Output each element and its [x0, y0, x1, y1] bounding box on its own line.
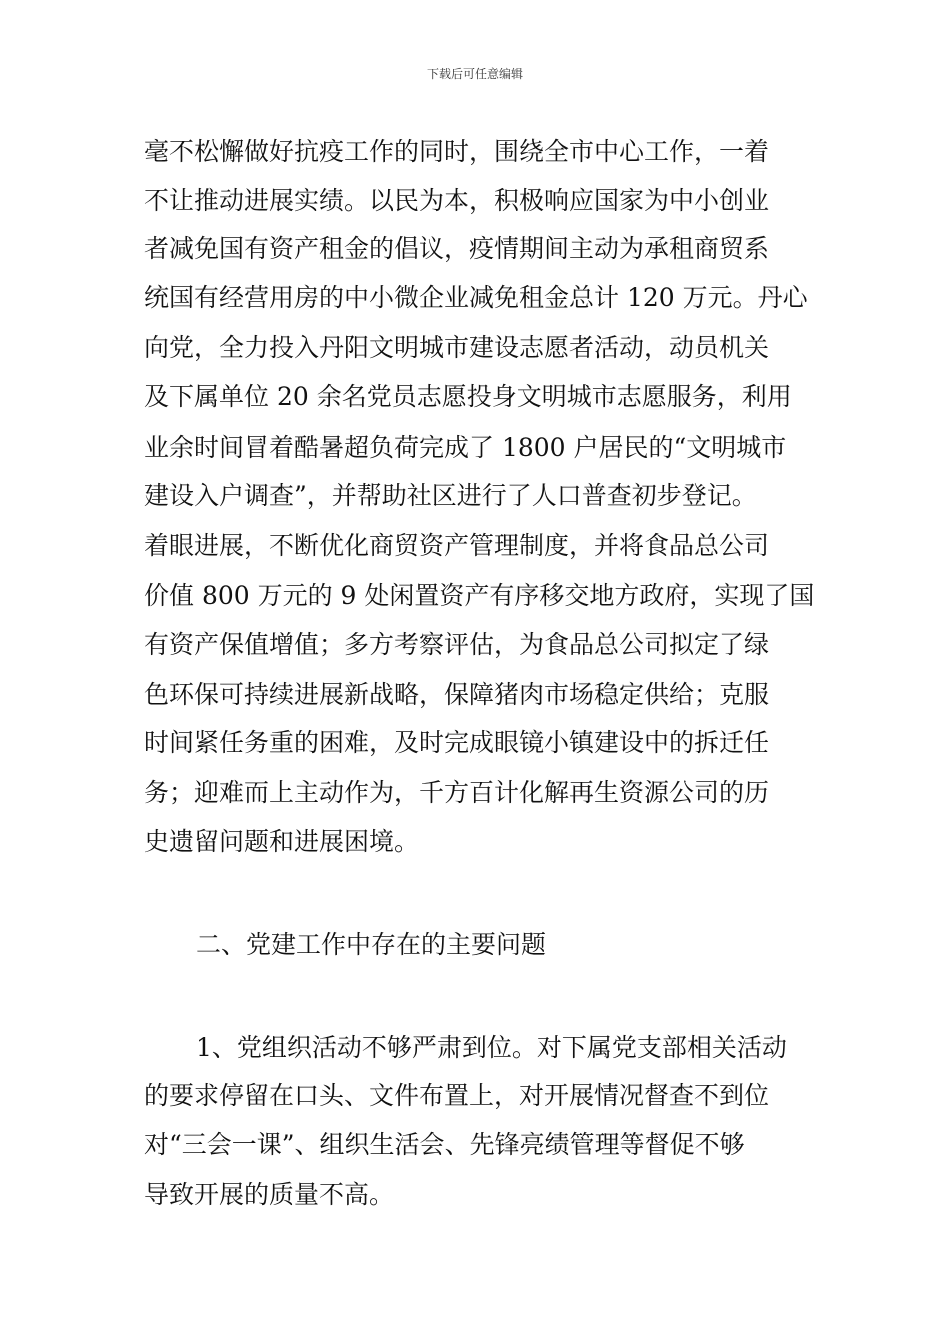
- section-heading: 二、党建工作中存在的主要问题: [196, 930, 547, 959]
- paragraph-line: 及下属单位 20 余名党员志愿投身文明城市志愿服务，利用: [144, 382, 792, 411]
- paragraph-line: 毫不松懈做好抗疫工作的同时，围绕全市中心工作，一着: [144, 137, 770, 166]
- paragraph-line: 建设入户调查”，并帮助社区进行了人口普查初步登记。: [144, 481, 757, 510]
- paragraph-line: 史遗留问题和进展困境。: [144, 827, 420, 856]
- paragraph-line: 向党，全力投入丹阳文明城市建设志愿者活动，动员机关: [144, 333, 770, 362]
- paragraph-line: 着眼进展，不断优化商贸资产管理制度，并将食品总公司: [144, 531, 770, 560]
- paragraph-line: 者减免国有资产租金的倡议，疫情期间主动为承租商贸系: [144, 234, 770, 263]
- paragraph-line: 统国有经营用房的中小微企业减免租金总计 120 万元。丹心: [144, 283, 808, 312]
- paragraph-line: 色环保可持续进展新战略，保障猪肉市场稳定供给；克服: [144, 680, 770, 709]
- paragraph-line: 价值 800 万元的 9 处闲置资产有序移交地方政府，实现了国: [144, 581, 814, 610]
- paragraph-line: 有资产保值增值；多方考察评估，为食品总公司拟定了绿: [144, 630, 770, 659]
- paragraph-line: 的要求停留在口头、文件布置上，对开展情况督查不到位: [144, 1081, 770, 1110]
- paragraph-line: 业余时间冒着酷暑超负荷完成了 1800 户居民的“文明城市: [144, 433, 787, 462]
- paragraph-line: 1、党组织活动不够严肃到位。对下属党支部相关活动: [196, 1033, 787, 1062]
- paragraph-line: 不让推动进展实绩。以民为本，积极响应国家为中小创业: [144, 186, 770, 215]
- paragraph-line: 对“三会一课”、组织生活会、先锋亮绩管理等督促不够: [144, 1130, 745, 1159]
- page-header: 下载后可任意编辑: [426, 67, 523, 81]
- paragraph-line: 时间紧任务重的困难，及时完成眼镜小镇建设中的拆迁任: [144, 728, 770, 757]
- paragraph-line: 务；迎难而上主动作为，千方百计化解再生资源公司的历: [144, 778, 770, 807]
- paragraph-line: 导致开展的质量不高。: [144, 1180, 395, 1209]
